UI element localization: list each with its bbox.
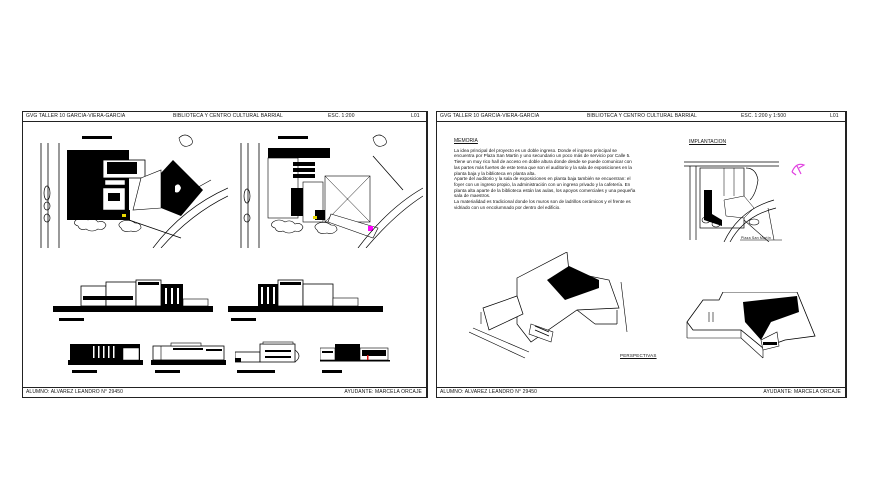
- site-plan-upper-floor: [233, 128, 423, 248]
- sheet-number: L01: [830, 113, 839, 119]
- memoria-paragraph: Aparte del auditorio y la sala de exposiciones en planta baja también se encuentran: el foyer con un ingreso propio, la administración con un ingreso privado y la cafetería. En planta alta aparte de la biblioteca están las aulas, los apoyos comerciales y una pequeña sala de maestros.: [454, 176, 636, 199]
- scale-label: ESC. 1:200: [328, 113, 355, 119]
- course-label: GVG TALLER 10 GARCIA-VIERA-GARCIA: [26, 113, 126, 119]
- elevation-short-3: [235, 338, 315, 374]
- student-label: ALUMNO: ALVAREZ LEANDRO N° 29450: [26, 389, 123, 395]
- project-title: BIBLIOTECA Y CENTRO CULTURAL BARRIAL: [173, 113, 283, 119]
- memoria-paragraph: La materialidad es tradicional donde los muros son de ladrillos cerámicos y el frente es vidriado con un encolumnado por dentro del edificio.: [454, 199, 631, 210]
- sheet-1-footer: [23, 387, 426, 397]
- site-plan-ground-floor: [33, 128, 228, 248]
- sheet-number: L01: [411, 113, 420, 119]
- street-label: Plaza San Martin: [741, 236, 771, 240]
- elevation-short-2: [151, 338, 231, 374]
- sheet-2-footer: [437, 387, 845, 397]
- perspectivas-caption: PERSPECTIVAS: [620, 353, 657, 358]
- assistant-label: AYUDANTE: MARCELA ORCAJE: [344, 389, 422, 395]
- elevation-long-1: [53, 274, 218, 322]
- sheet-1-plans-elevations: [22, 111, 428, 398]
- project-title: BIBLIOTECA Y CENTRO CULTURAL BARRIAL: [587, 113, 697, 119]
- scale-label: ESC. 1:200 y 1:500: [741, 113, 787, 119]
- memoria-title: MEMORIA: [454, 138, 478, 144]
- elevation-short-4: [320, 338, 400, 374]
- student-label: ALUMNO: ALVAREZ LEANDRO N° 29450: [440, 389, 537, 395]
- sheet-2-memoria-perspectives: [436, 111, 847, 398]
- north-arrow-icon: [789, 160, 807, 180]
- course-label: GVG TALLER 10 GARCIA-VIERA-GARCIA: [440, 113, 540, 119]
- memoria-text-block: [454, 139, 636, 210]
- perspective-view-2: [673, 292, 838, 372]
- elevation-long-2: [228, 274, 388, 322]
- implantacion-site-plan: [684, 150, 784, 242]
- elevation-short-1: [68, 338, 148, 374]
- implantacion-title: IMPLANTACION: [689, 139, 727, 145]
- sheet-1-title-block: [23, 112, 426, 122]
- perspective-view-1: [469, 252, 639, 362]
- memoria-paragraph: La idea principal del proyecto es un doble ingreso. Donde el ingreso principal se encuentra por Plaza San Martin y uno secundario un poco más de servicio por Calle 5.: [454, 147, 631, 159]
- sheet-2-title-block: [437, 112, 845, 122]
- assistant-label: AYUDANTE: MARCELA ORCAJE: [763, 389, 841, 395]
- memoria-paragraph: Tiene un muy rico hall de acceso en doble altura donde desde se puede comunicar con las partes más fuertes de este tema que son el auditorio y la sala de exposiciones en la planta baja y la biblioteca en planta alta.: [454, 159, 632, 176]
